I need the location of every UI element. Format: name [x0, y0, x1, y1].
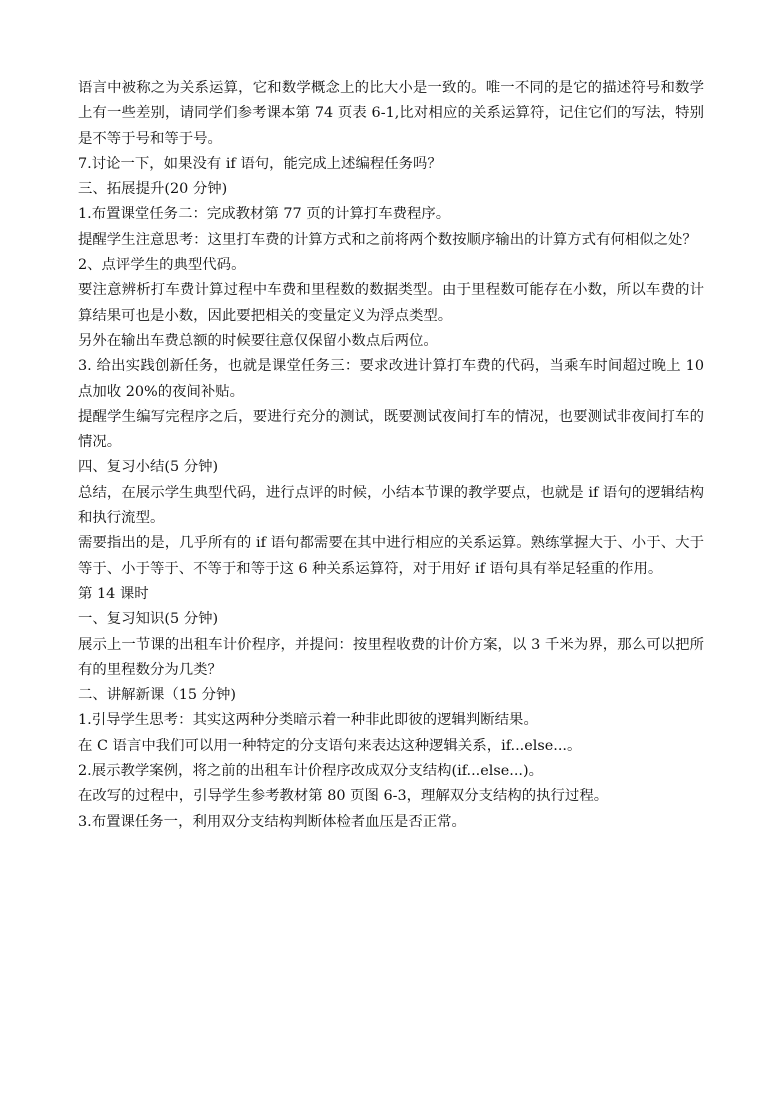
paragraph-if-else: 在 C 语言中我们可以用一种特定的分支语句来表达这种逻辑关系，if...else...。: [78, 737, 582, 754]
paragraph-review-code: 2、点评学生的典型代码。: [78, 257, 246, 274]
paragraph-task-three: 3. 给出实践创新任务，也就是课堂任务三：要求改进计算打车费的代码，当乘车时间超过晚上 10 点加收 20%的夜间补贴。: [78, 358, 704, 400]
paragraph-taxi-question: 展示上一节课的出租车计价程序，并提问：按里程收费的计价方案，以 3 千米为界，那么可以把所有的里程数分为几类？: [78, 636, 704, 678]
paragraph-two-decimals: 另外在输出车费总额的时候要往意仅保留小数点后两位。: [78, 332, 438, 349]
paragraph-reminder-think: 提醒学生注意思考：这里打车费的计算方式和之前将两个数按顺序输出的计算方式有何相似之处？: [78, 231, 697, 248]
section-heading-review-knowledge: 一、复习知识(5 分钟): [78, 611, 219, 628]
paragraph-task-one: 3.布置课任务一，利用双分支结构判断体检者血压是否正常。: [78, 813, 466, 830]
paragraph-relational-intro: 语言中被称之为关系运算，它和数学概念上的比大小是一致的。唯一不同的是它的描述符号和数学上有一些差别，请同学们参考课本第 74 页表 6-1,比对相应的关系运算符，记住它们的写法，特别是不等于号和等于号。: [78, 80, 704, 147]
section-heading-review-summary: 四、复习小结(5 分钟): [78, 459, 219, 476]
lesson-heading-14: 第 14 课时: [78, 585, 149, 602]
paragraph-testing-reminder: 提醒学生编写完程序之后，要进行充分的测试，既要测试夜间打车的情况，也要测试非夜间打车的情况。: [78, 408, 704, 451]
section-heading-extension: 三、拓展提升(20 分钟): [78, 181, 228, 198]
section-heading-new-lesson: 二、讲解新课（15 分钟): [78, 687, 237, 704]
paragraph-data-types: 要注意辨析打车费计算过程中车费和里程数的数据类型。由于里程数可能存在小数，所以车费的计算结果可也是小数，因此要把相关的变量定义为浮点类型。: [78, 282, 704, 324]
paragraph-relational-operators: 需要指出的是，几乎所有的 if 语句都需要在其中进行相应的关系运算。熟练掌握大于、小于、大于等于、小于等于、不等于和等于这 6 种关系运算符，对于用好 if 语句具有举足轻重的作用。: [78, 535, 704, 577]
paragraph-summary: 总结，在展示学生典型代码，进行点评的时候，小结本节课的教学要点，也就是 if 语句的逻辑结构和执行流型。: [78, 484, 704, 527]
document-page: [78, 76, 704, 835]
paragraph-guide-thinking: 1.引导学生思考：其实这两种分类暗示着一种非此即彼的逻辑判断结果。: [78, 712, 538, 729]
paragraph-figure-reference: 在改写的过程中，引导学生参考教材第 80 页图 6-3，理解双分支结构的执行过程。: [78, 788, 609, 805]
paragraph-task-two: 1.布置课堂任务二：完成教材第 77 页的计算打车费程序。: [78, 206, 451, 223]
paragraph-case-demo: 2.展示教学案例，将之前的出租车计价程序改成双分支结构(if...else...)。: [78, 763, 543, 780]
paragraph-discussion-7: 7.讨论一下，如果没有 if 语句，能完成上述编程任务吗？: [78, 155, 442, 172]
